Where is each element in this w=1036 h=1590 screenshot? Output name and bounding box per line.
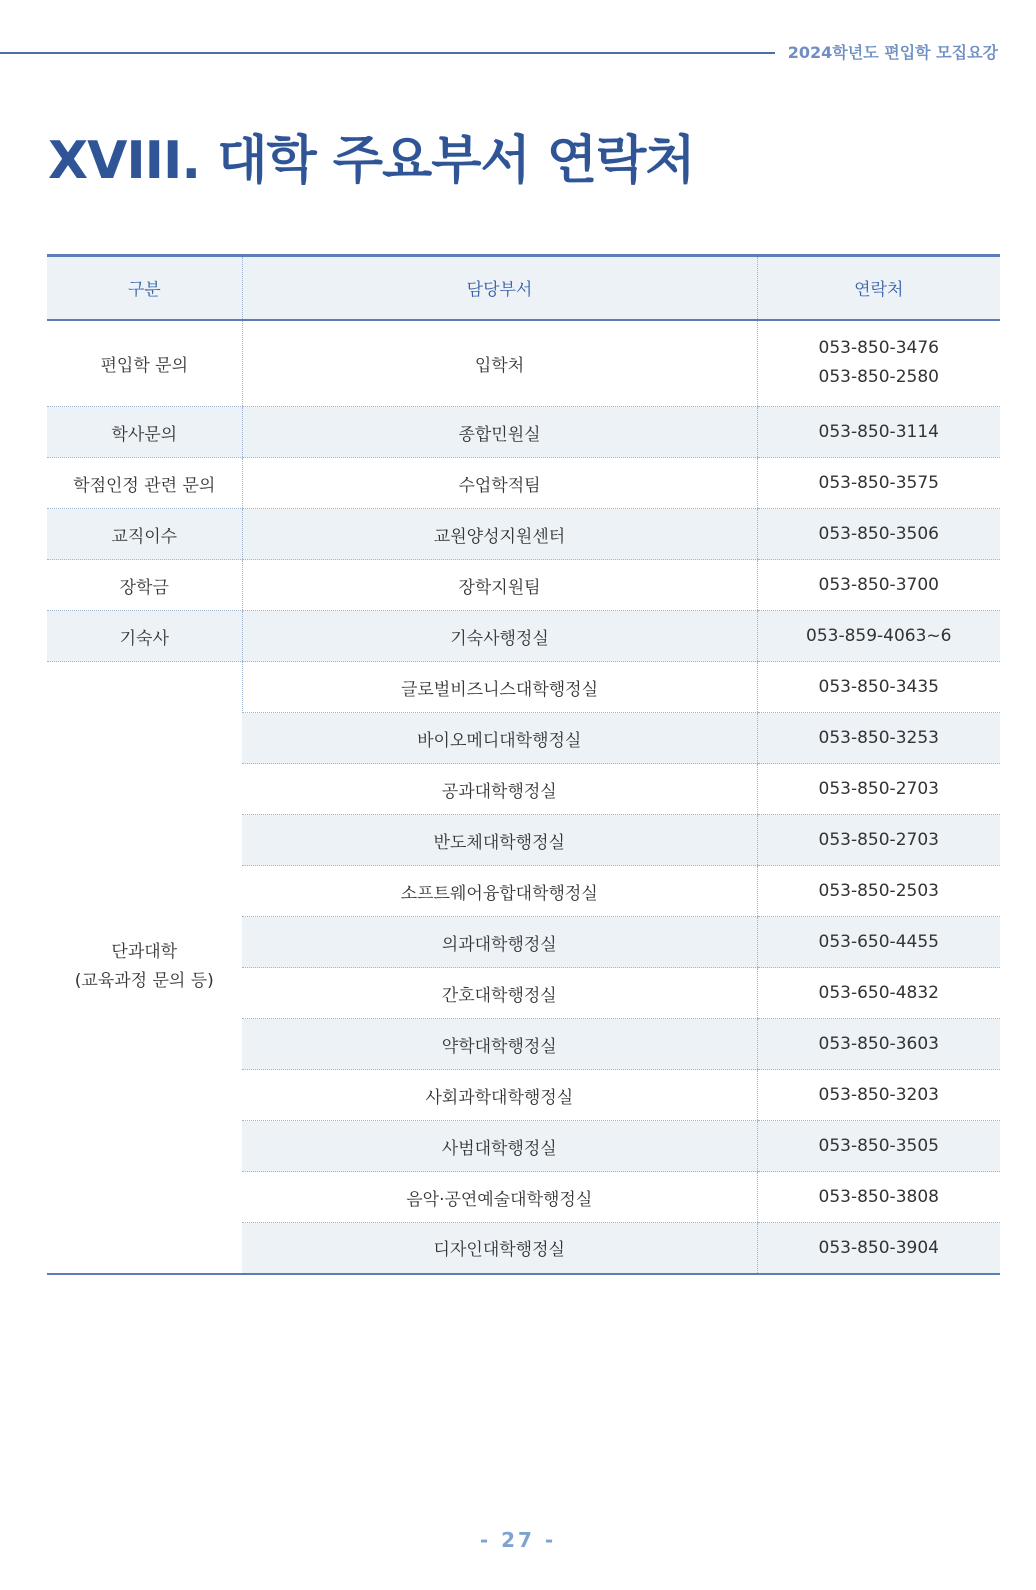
department-cell: 사회과학대학행정실	[242, 1070, 757, 1121]
phone-cell: 053-650-4455	[757, 917, 1000, 968]
department-cell: 바이오메디대학행정실	[242, 713, 757, 764]
phone-cell: 053-650-4832	[757, 968, 1000, 1019]
department-cell: 반도체대학행정실	[242, 815, 757, 866]
category-cell: 장학금	[47, 560, 242, 611]
column-header-department: 담당부서	[242, 256, 757, 320]
table-row	[47, 611, 1000, 662]
phone-number: 053-850-3476	[818, 338, 939, 359]
phone-cell: 053-850-3506	[757, 509, 1000, 560]
column-header-category: 구분	[47, 256, 242, 320]
phone-cell: 053-850-3700	[757, 560, 1000, 611]
department-cell: 약학대학행정실	[242, 1019, 757, 1070]
phone-cell: 053-850-3114	[757, 407, 1000, 458]
college-category-note: (교육과정 문의 등)	[74, 971, 214, 992]
department-cell: 디자인대학행정실	[242, 1223, 757, 1274]
phone-cell: 053-850-3505	[757, 1121, 1000, 1172]
department-cell: 기숙사행정실	[242, 611, 757, 662]
phone-cell: 053-850-3435	[757, 662, 1000, 713]
department-cell: 장학지원팀	[242, 560, 757, 611]
phone-cell: 053-850-3575	[757, 458, 1000, 509]
table-row	[47, 458, 1000, 509]
college-category-label: 단과대학	[111, 942, 178, 963]
department-cell: 입학처	[242, 320, 757, 407]
phone-cell: 053-850-3203	[757, 1070, 1000, 1121]
department-cell: 교원양성지원센터	[242, 509, 757, 560]
department-cell: 공과대학행정실	[242, 764, 757, 815]
page-title: XVIII. 대학 주요부서 연락처	[48, 131, 695, 191]
phone-cell: 053-850-3603	[757, 1019, 1000, 1070]
department-cell: 간호대학행정실	[242, 968, 757, 1019]
table-row	[47, 560, 1000, 611]
phone-cell: 053-850-3808	[757, 1172, 1000, 1223]
department-cell: 수업학적팀	[242, 458, 757, 509]
department-cell: 소프트웨어융합대학행정실	[242, 866, 757, 917]
phone-cell: 053-850-3253	[757, 713, 1000, 764]
category-cell: 학점인정 관련 문의	[47, 458, 242, 509]
department-cell: 음악·공연예술대학행정실	[242, 1172, 757, 1223]
table-row	[47, 509, 1000, 560]
phone-cell: 053-850-2503	[757, 866, 1000, 917]
phone-cell: 053-850-2703	[757, 815, 1000, 866]
department-cell: 의과대학행정실	[242, 917, 757, 968]
category-cell: 교직이수	[47, 509, 242, 560]
document-header-title: 2024학년도 편입학 모집요강	[787, 43, 998, 62]
category-cell: 편입학 문의	[47, 320, 242, 407]
phone-cell: 053-850-2703	[757, 764, 1000, 815]
phone-cell: 053-859-4063~6	[757, 611, 1000, 662]
table-row	[47, 320, 1000, 407]
table-row	[47, 407, 1000, 458]
table-header-row	[47, 256, 1000, 320]
column-header-contact: 연락처	[757, 256, 1000, 320]
phone-cell	[757, 320, 1000, 407]
phone-cell: 053-850-3904	[757, 1223, 1000, 1274]
college-category-cell	[47, 662, 242, 1274]
header-rule	[0, 52, 775, 54]
page-number: - 27 -	[479, 1528, 557, 1552]
department-cell: 글로벌비즈니스대학행정실	[242, 662, 757, 713]
department-cell: 사범대학행정실	[242, 1121, 757, 1172]
phone-number: 053-850-2580	[818, 367, 939, 388]
department-cell: 종합민원실	[242, 407, 757, 458]
contact-table	[47, 254, 1000, 1275]
table-row	[47, 662, 1000, 713]
category-cell: 학사문의	[47, 407, 242, 458]
category-cell: 기숙사	[47, 611, 242, 662]
